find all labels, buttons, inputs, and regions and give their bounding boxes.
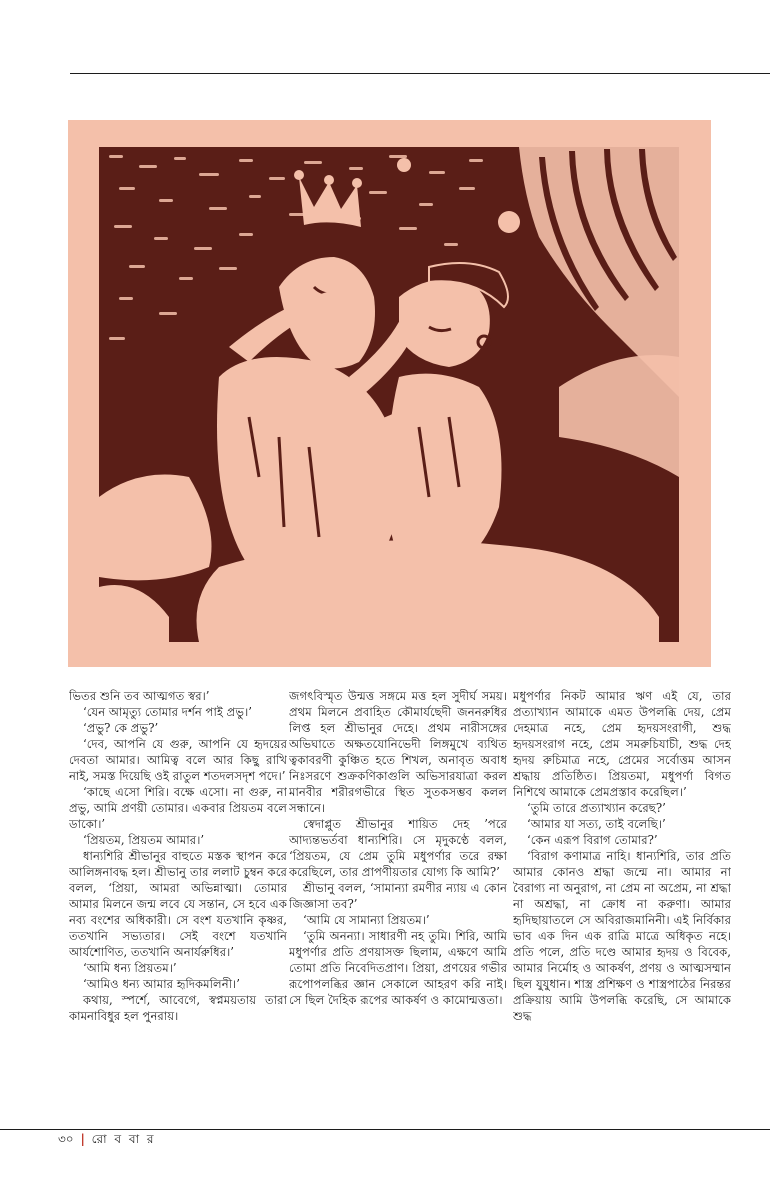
paragraph: ‘আমি যে সামান্যা প্রিয়তম।’ — [303, 913, 430, 927]
text-column-3 — [513, 688, 731, 1108]
paragraph: ‘আমিও ধন্য আমার হৃদিকমলিনী।’ — [83, 977, 240, 991]
text-column-1 — [69, 688, 287, 1108]
page-number: ৩০ — [58, 1132, 74, 1146]
footer-separator: | — [80, 1132, 85, 1146]
couple-embrace-illustration — [99, 147, 679, 642]
paragraph: ‘তুমি অনন্যা। সাধারণী নহ তুমি। শিরি, আমি মধুপর্ণার প্রতি প্রণয়াসক্ত ছিলাম, এক্ষণে আমি তোমা প্রতি নিবেদিতপ্রাণ। প্রিয়া, প্রণয়ের গভীর রূপোপলব্ধির জ্ঞান সেকালে আহরণ করি নাই। সে ছিল দৈহিক রূপের আকর্ষণ ও কামোন্মত্ততা। — [289, 929, 507, 1007]
paragraph: কথায়, স্পর্শে, আবেগে, স্বপ্নময়তায় তারা কামনাবিধুর হল পুনরায়। — [69, 993, 287, 1023]
paragraph: ‘কাছে এসো শিরি। বক্ষে এসো। না গুরু, না প্রভু, আমি প্রণয়ী তোমার। একবার প্রিয়তম বলে ডাকো।’ — [69, 785, 287, 831]
illustration-frame — [68, 120, 711, 667]
small-orb — [397, 158, 411, 172]
paragraph: ‘তুমি তারে প্রত্যাখ্যান করেছ?’ — [527, 801, 666, 815]
paragraph: জগৎবিস্মৃত উন্মত্ত সঙ্গমে মত্ত হল সুদীর্ঘ সময়। প্রথম মিলনে প্রবাহিত কৌমার্যছেদী জননরুধির লিপ্ত হল শ্রীভানুর দেহে। প্রথম নারীসঙ্গের অভিঘাতে অক্ষতযোনিভেদী লিঙ্গমুখে ব্যথিত ত্বকাবরণী কুঞ্চিত হতে শিখল, অনাবৃত অবাধ নিঃসরণে শুক্রকণিকাগুলি অভিসারযাত্রা করল মানবীর শরীরগভীরে স্থিত সুতকসম্ভব কলল সন্ধানে। — [289, 689, 507, 815]
paragraph: ভিতর শুনি তব আত্মগত স্বর।’ — [69, 689, 210, 703]
paragraph: ধান্যশিরি শ্রীভানুর বাহুতে মস্তক স্থাপন করে আলিঙ্গনাবদ্ধ হল। শ্রীভানু তার ললাট চুম্বন করে বলল, ‘প্রিয়া, আমরা অভিন্নাত্মা। তোমার আমার মিলনে জন্ম লবে যে সন্তান, সে হবে এক নব্য বংশের অধিকারী। সে বংশ যতখানি কৃষ্ণর, ততখানি সভ্যতার। সেই বংশে যতখানি আর্যশোণিত, ততখানি অনার্যরুধির।’ — [69, 849, 287, 959]
paragraph: ‘প্রভু? কে প্রভু?’ — [83, 721, 159, 735]
paragraph: স্বেদাপ্লুত শ্রীভানুর শায়িত দেহ ’পরে আদ্যন্তভর্তবা ধান্যশিরি। সে মৃদুকণ্ঠে বলল, ‘প্রিয়তম, যে প্রেম তুমি মধুপর্ণার তরে রক্ষা করেছিলে, তার প্রাপণীয়তার যোগ্য কি আমি?’ — [289, 817, 507, 879]
magazine-name: রো ব বা র — [91, 1132, 156, 1146]
paragraph: মধুপর্ণার নিকট আমার ঋণ এই যে, তার প্রত্যাখ্যান আমাকে এমত উপলব্ধি দেয়, প্রেম দেহমাত্র নহে, প্রেম হৃদয়সংরাগী, শুদ্ধ হৃদয়সংরাগ নহে, প্রেম সমরুচিযাচী, শুদ্ধ দেহ হৃদয় রুচিমাত্র নহে, প্রেমের সর্বোত্তম আসন শ্রদ্ধায় প্রতিষ্ঠিত। প্রিয়তমা, মধুপর্ণা বিগত নিশিথে আমাকে প্রেমপ্রস্তাব করেছিল।’ — [513, 689, 731, 799]
paragraph: ‘কেন এরূপ বিরাগ তোমার?’ — [527, 833, 658, 847]
paragraph: ‘আমি ধন্য প্রিয়তম।’ — [83, 961, 177, 975]
paragraph: ‘দেব, আপনি যে গুরু, আপনি যে হৃদয়ের দেবতা আমার। আমিত্ব বলে আর কিছু রাখি নাই, সমস্ত দিয়েছি ওই রাতুল শতদলসদৃশ পদে।’ — [69, 737, 287, 783]
moon-orb — [498, 211, 520, 233]
text-column-2 — [289, 688, 507, 1108]
page-footer — [58, 1131, 156, 1147]
paragraph: ‘প্রিয়তম, প্রিয়তম আমার।’ — [83, 833, 205, 847]
paragraph: ‘আমার যা সত্য, তাই বলেছি।’ — [527, 817, 666, 831]
paragraph: ‘যেন আমৃত্যু তোমার দর্শন পাই প্রভু।’ — [83, 705, 252, 719]
paragraph: শ্রীভানু বলল, ‘সামান্যা রমণীর ন্যায় এ কোন জিজ্ঞাসা তব?’ — [289, 881, 507, 911]
top-rule — [70, 73, 770, 74]
bottom-rule — [0, 1129, 770, 1130]
paragraph: ‘বিরাগ কণামাত্র নাহি। ধান্যশিরি, তার প্রতি আমার কোনও শ্রদ্ধা জন্মে না। আমার না বৈরাগ্য না অনুরাগ, না প্রেম না অপ্রেম, না শ্রদ্ধা না অশ্রদ্ধা, না ক্রোধ না করুণা। আমার হৃদিছায়াতলে সে অবিরাজমানিনী। এই নির্বিকার ভাব এক দিন এক রাত্রি মাত্রে অধিকৃত নহে। প্রতি পলে, প্রতি দণ্ডে আমার হৃদয় ও বিবেক, আমার নির্মোহ ও আকর্ষণ, প্রণয় ও আত্মসম্মান ছিল যুযুধান। শাস্ত্র প্রশিক্ষণ ও শাস্ত্রপাঠের নিরন্তর প্রক্রিয়ায় আমি উপলব্ধি করেছি, সে আমাকে শুদ্ধ — [513, 849, 731, 1023]
